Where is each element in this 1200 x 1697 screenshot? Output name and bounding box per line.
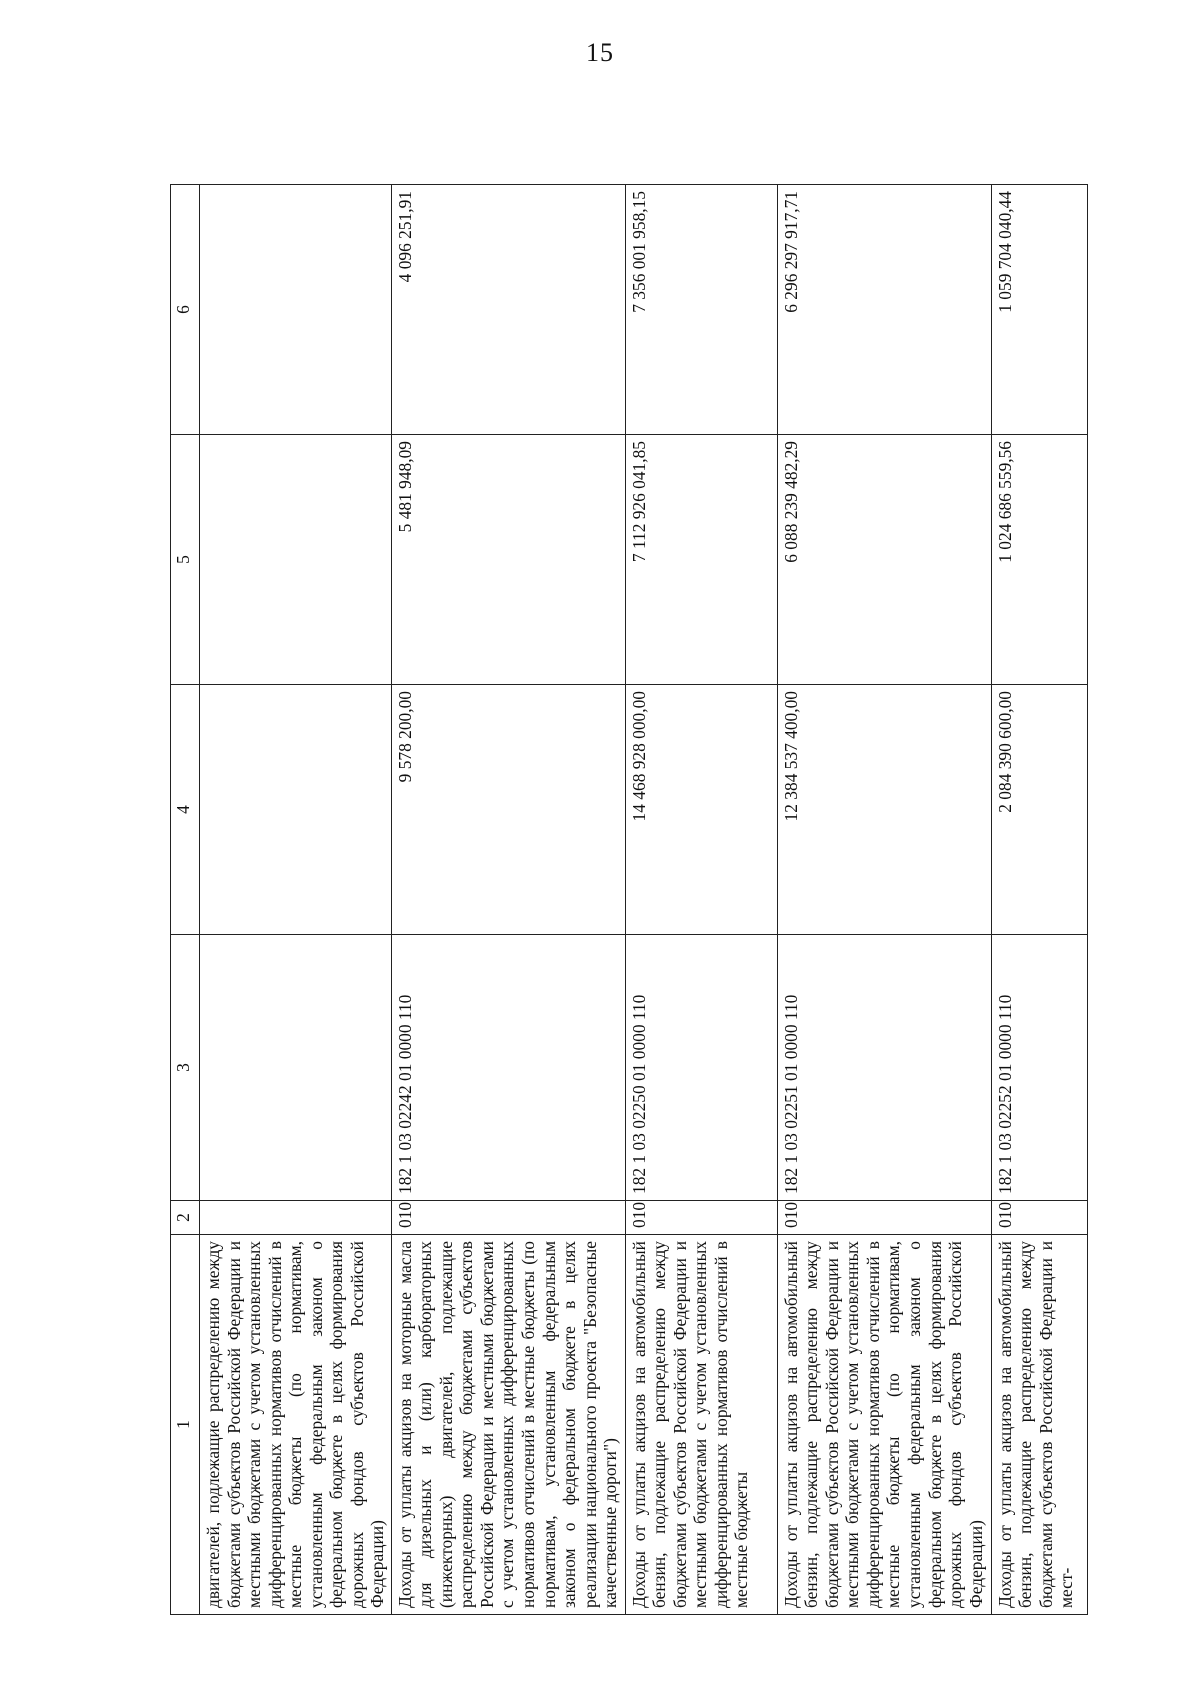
table-row (991, 185, 1087, 1615)
row-description: двигателей, подлежащие распределению между бюджетами субъектов Российской Федерации и местными бюджетами с учетом установленных дифференцированных нормативов отчислений в местные бюджеты (по нормативам, установленным федеральным законом о федеральном бюджете в целях формирования дорожных фондов субъектов Российской Федерации) (200, 1235, 392, 1615)
row-indicator: 010 (991, 1201, 1087, 1235)
row-value-4: 14 468 928 000,00 (625, 685, 777, 935)
header-cell-5: 5 (171, 435, 200, 685)
row-code: 182 1 03 02251 01 0000 110 (777, 935, 991, 1201)
row-description: Доходы от уплаты акцизов на автомобильный бензин, подлежащие распределению между бюджетами субъектов Российской Федерации и мест- (991, 1235, 1087, 1615)
table-row (625, 185, 777, 1615)
row-value-6 (200, 185, 392, 435)
row-description: Доходы от уплаты акцизов на моторные масла для дизельных и (или) карбюраторных (инжекторных) двигателей, подлежащие распределению между бюджетами субъектов Российской Федерации и местными бюджетами с учетом установленных дифференцированных нормативов отчислений в местные бюджеты (по нормативам, установленным федеральным законом о федеральном бюджете в целях реализации национального проекта "Безопасные качественные дороги") (391, 1235, 625, 1615)
table-row (391, 185, 625, 1615)
row-value-5: 6 088 239 482,29 (777, 435, 991, 685)
row-value-6: 6 296 297 917,71 (777, 185, 991, 435)
row-value-4 (200, 685, 392, 935)
row-description: Доходы от уплаты акцизов на автомобильный бензин, подлежащие распределению между бюджетами субъектов Российской Федерации и местными бюджетами с учетом установленных дифференцированных нормативов отчислений в местные бюджеты (625, 1235, 777, 1615)
table-row (200, 185, 392, 1615)
row-value-5: 5 481 948,09 (391, 435, 625, 685)
rotated-table-wrapper (170, 185, 1077, 1615)
row-value-5 (200, 435, 392, 685)
budget-table (170, 184, 1088, 1615)
row-value-6: 1 059 704 040,44 (991, 185, 1087, 435)
row-value-4: 12 384 537 400,00 (777, 685, 991, 935)
row-indicator: 010 (777, 1201, 991, 1235)
row-value-4: 9 578 200,00 (391, 685, 625, 935)
row-value-6: 4 096 251,91 (391, 185, 625, 435)
row-code: 182 1 03 02242 01 0000 110 (391, 935, 625, 1201)
row-value-5: 7 112 926 041,85 (625, 435, 777, 685)
row-indicator: 010 (391, 1201, 625, 1235)
table-row (777, 185, 991, 1615)
row-code: 182 1 03 02252 01 0000 110 (991, 935, 1087, 1201)
row-value-6: 7 356 001 958,15 (625, 185, 777, 435)
table-header-row (171, 185, 200, 1615)
page-number: 15 (586, 38, 614, 67)
header-cell-3: 3 (171, 935, 200, 1201)
header-cell-4: 4 (171, 685, 200, 935)
row-indicator (200, 1201, 392, 1235)
row-value-5: 1 024 686 559,56 (991, 435, 1087, 685)
header-cell-2: 2 (171, 1201, 200, 1235)
header-cell-1: 1 (171, 1235, 200, 1615)
row-description: Доходы от уплаты акцизов на автомобильный бензин, подлежащие распределению между бюджетами субъектов Российской Федерации и местными бюджетами с учетом установленных дифференцированных нормативов отчислений в местные бюджеты (по нормативам, установленным федеральным законом о федеральном бюджете в целях формирования дорожных фондов субъектов Российской Федерации) (777, 1235, 991, 1615)
row-code: 182 1 03 02250 01 0000 110 (625, 935, 777, 1201)
header-cell-6: 6 (171, 185, 200, 435)
row-indicator: 010 (625, 1201, 777, 1235)
row-code (200, 935, 392, 1201)
row-value-4: 2 084 390 600,00 (991, 685, 1087, 935)
